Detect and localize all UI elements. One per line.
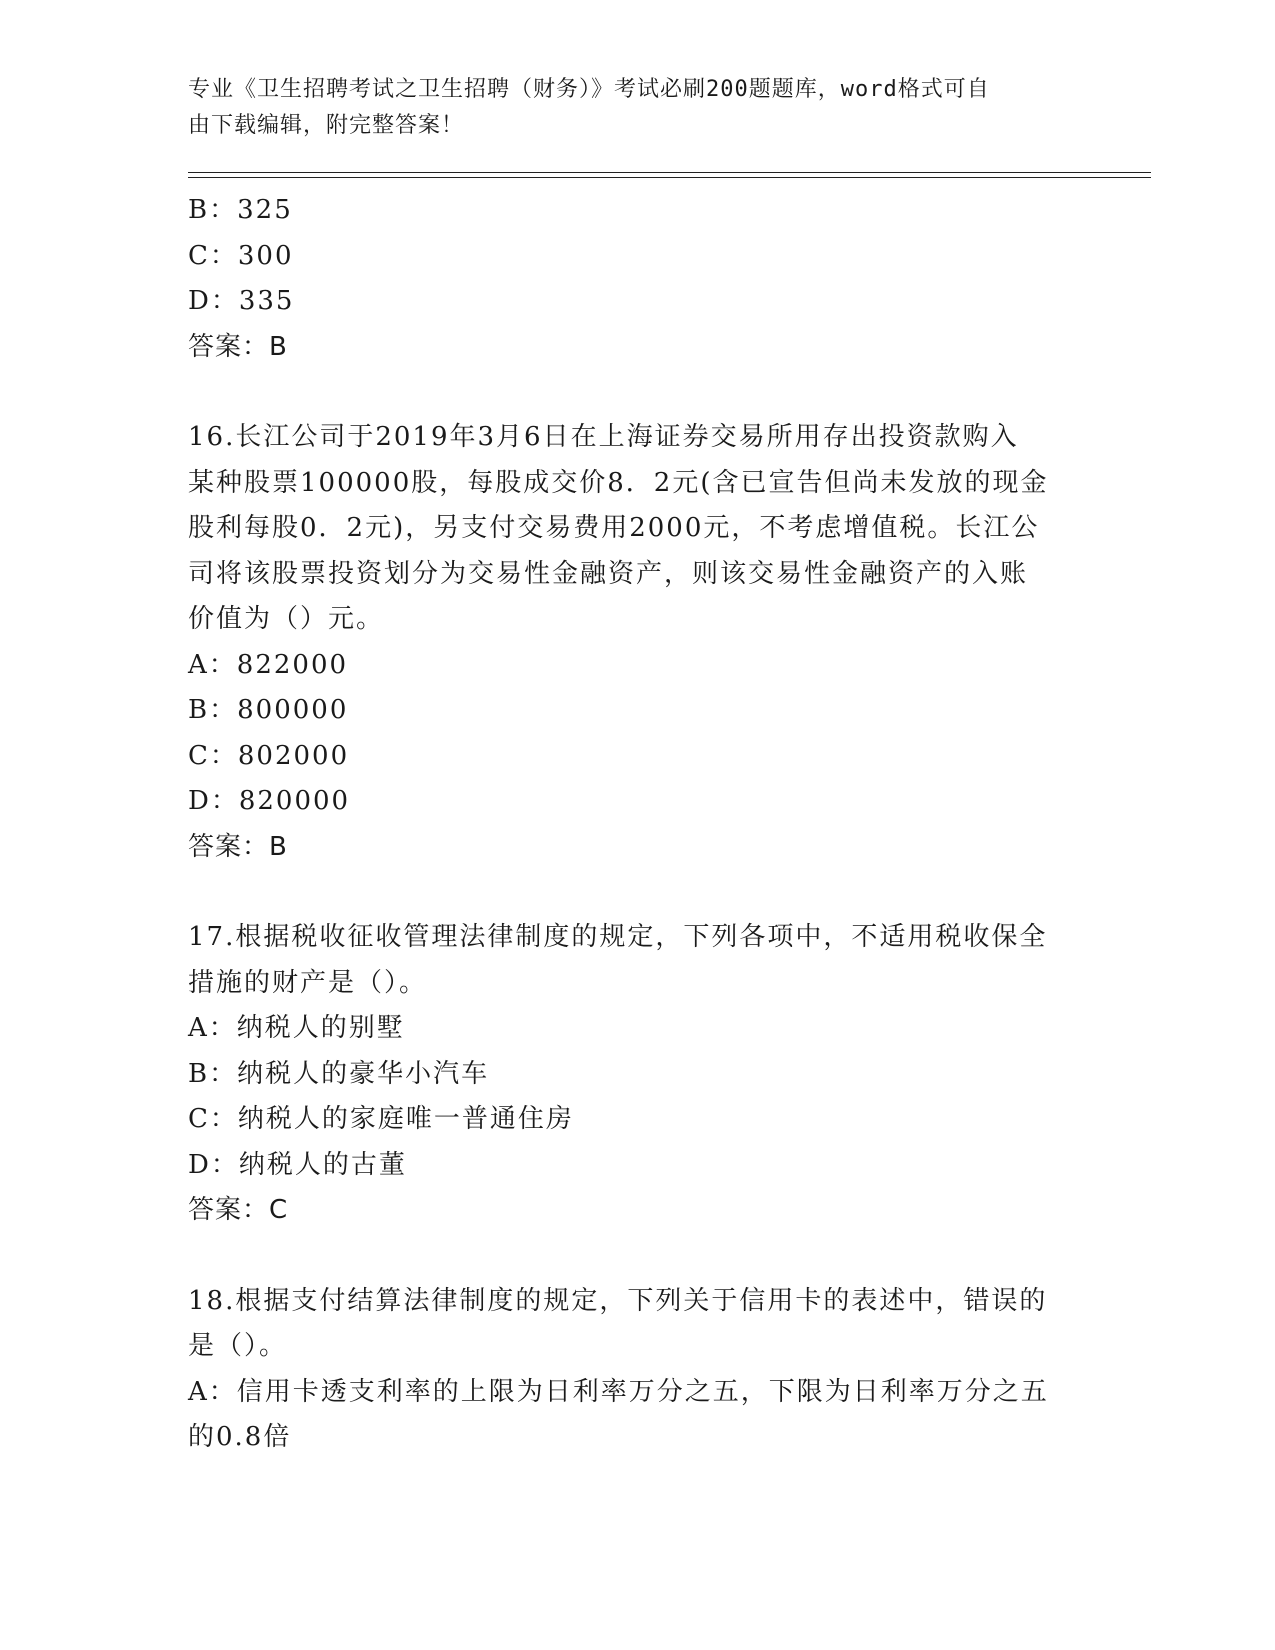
answer-label: 答案：C <box>188 1195 289 1225</box>
prev-question-block <box>188 188 1088 370</box>
question-18 <box>188 1279 1088 1461</box>
question-16 <box>188 415 1088 870</box>
question-text-line: 17.根据税收征收管理法律制度的规定，下列各项中，不适用税收保全 <box>188 922 1048 952</box>
question-text-line: 司将该股票投资划分为交易性金融资产，则该交易性金融资产的入账 <box>188 558 1029 589</box>
option-c: C：纳税人的家庭唯一普通住房 <box>188 1104 574 1134</box>
document-header <box>188 72 1088 144</box>
option-a-continued: 的0.8倍 <box>188 1422 292 1452</box>
option-b: B：800000 <box>188 695 349 725</box>
question-text-line: 是（）。 <box>188 1331 288 1361</box>
question-17 <box>188 915 1088 1234</box>
question-text-line: 16.长江公司于2019年3月6日在上海证券交易所用存出投资款购入 <box>188 422 1019 452</box>
option-c: C：300 <box>188 240 294 271</box>
option-b: B：纳税人的豪华小汽车 <box>188 1058 490 1089</box>
option-d: D：335 <box>188 286 295 316</box>
header-line-1: 专业《卫生招聘考试之卫生招聘（财务）》考试必刷200题题库，word格式可自 <box>188 77 990 102</box>
option-a: A：纳税人的别墅 <box>188 1013 405 1043</box>
option-a: A：822000 <box>188 649 349 680</box>
question-text-line: 措施的财产是（）。 <box>188 967 428 998</box>
answer-label: 答案：B <box>188 331 288 362</box>
option-c: C：802000 <box>188 740 350 771</box>
option-a: A：信用卡透支利率的上限为日利率万分之五，下限为日利率万分之五 <box>188 1376 1049 1407</box>
question-text-line: 某种股票100000股，每股成交价8．2元(含已宣告但尚未发放的现金 <box>188 467 1049 498</box>
option-d: D：820000 <box>188 786 351 816</box>
question-content <box>188 188 1088 1461</box>
question-text-line: 股利每股0．2元)，另支付交易费用2000元，不考虑增值税。长江公 <box>188 513 1040 543</box>
question-text-line: 18.根据支付结算法律制度的规定，下列关于信用卡的表述中，错误的 <box>188 1285 1048 1316</box>
header-divider-bottom <box>188 177 1151 178</box>
header-line-2: 由下载编辑，附完整答案！ <box>188 113 465 138</box>
answer-label: 答案：B <box>188 831 288 862</box>
option-d: D：纳税人的古董 <box>188 1149 407 1180</box>
option-b: B：325 <box>188 195 293 225</box>
question-text-line: 价值为（）元。 <box>188 604 385 634</box>
header-divider-top <box>188 172 1151 173</box>
